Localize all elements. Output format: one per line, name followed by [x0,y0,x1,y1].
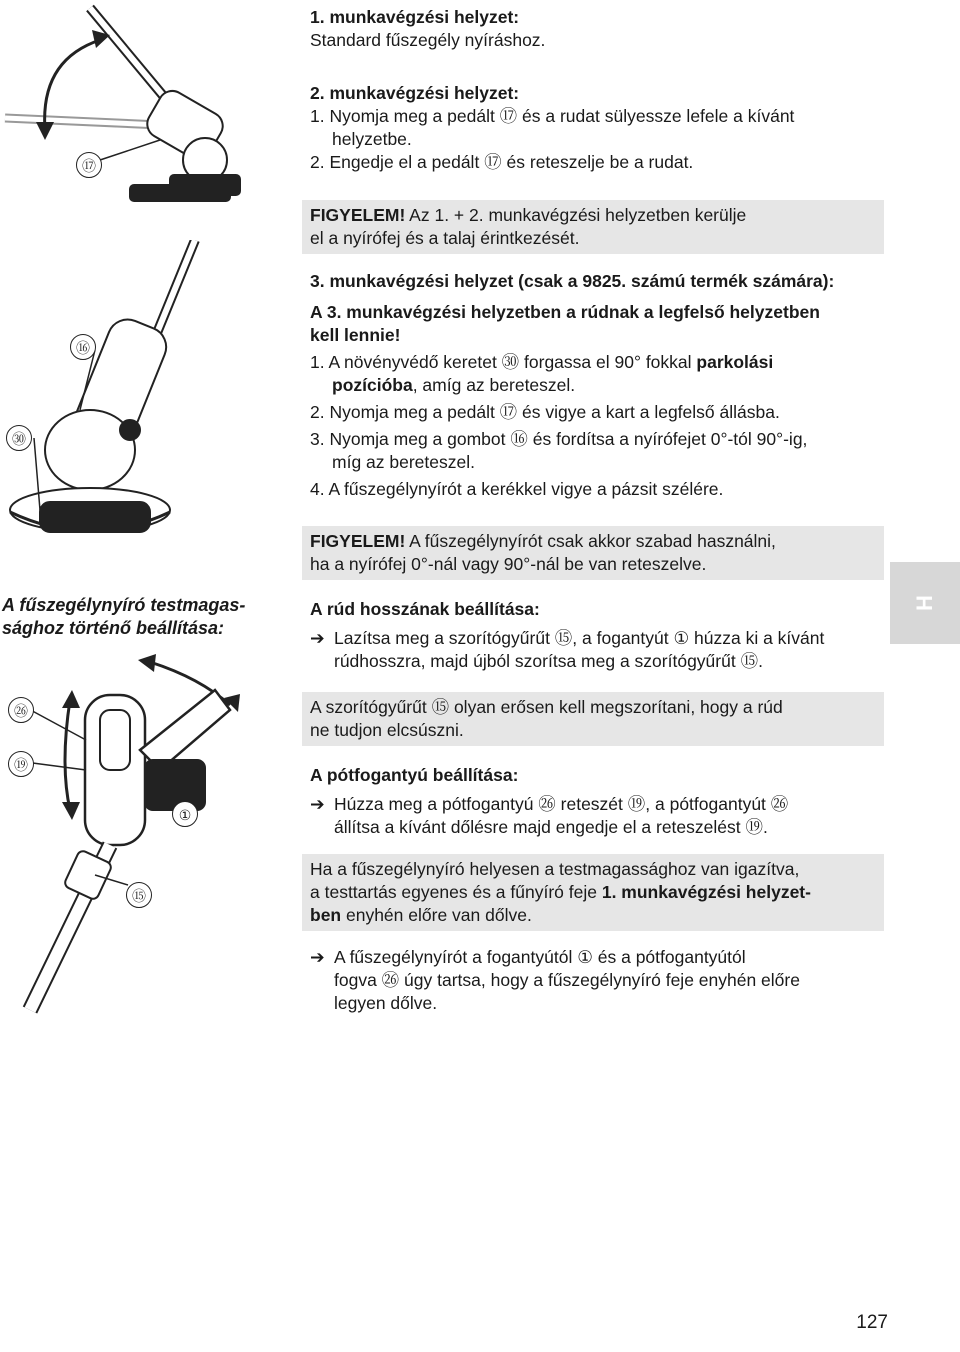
note4-b: a testtartás egyenes és a fűnyíró feje [310,882,602,902]
note-clamp [302,692,884,746]
page-number: 127 [856,1312,888,1333]
text-final [310,946,890,1015]
arrow-icon: ➔ [310,794,325,814]
note1-text-a: Az 1. + 2. munkavégzési helyzetben kerülje [405,205,747,225]
callout-pedal-17: ⑰ [76,152,102,178]
pos3-s1-a: 1. A növényvédő keretet ㉚ forgassa el 90° fokkal [310,352,697,372]
callout-clamp-15: ⑮ [126,882,152,908]
text-rod-length [310,598,890,673]
pos3-title: 3. munkavégzési helyzet (csak a 9825. számú termék számára): [310,271,835,291]
note3-a: A szorítógyűrűt ⑮ olyan erősen kell megszorítani, hogy a rúd [310,697,783,717]
arrow-icon: ➔ [310,947,325,967]
aux-title: A pótfogantyú beállítása: [310,765,519,785]
pos1-title: 1. munkavégzési helyzet: [310,7,520,27]
figure-trimmer-position-1 [0,0,290,230]
pos3-sub-b: kell lennie! [310,325,401,345]
pos3-sub-a: A 3. munkavégzési helyzetben a rúdnak a legfelső helyzetben [310,302,820,322]
language-tab-label: H [912,595,937,611]
aux-step-b: állítsa a kívánt dőlésre majd engedje el a reteszelést ⑲. [334,817,768,837]
figure-trimmer-position-3 [0,240,300,570]
text-pos1 [310,6,890,52]
pos3-s4: 4. A fűszegélynyírót a kerékkel vigye a pázsit szélére. [310,479,724,499]
note2-text-b: ha a nyírófej 0°-nál vagy 90°-nál be van reteszelve. [310,554,707,574]
note4-bold1: 1. munkavégzési helyzet- [601,882,811,902]
callout-guard-30: ㉚ [6,425,32,451]
note-warning-1 [302,200,884,254]
text-pos3 [310,270,890,501]
note4-c: enyhén előre van dőlve. [341,905,532,925]
rod-step-a: Lazítsa meg a szorítógyűrűt ⑮, a fogantyút ① húzza ki a kívánt [334,628,825,648]
pos2-step1b: helyzetbe. [332,129,412,149]
language-tab [890,562,960,644]
figure-handle-adjustment [0,650,290,1020]
final-a: A fűszegélynyírót a fogantyútól ① és a pótfogantyútól [334,947,746,967]
callout-handle-1: ① [172,801,198,827]
rod-step-b: rúdhosszra, majd újból szorítsa meg a szorítógyűrűt ⑮. [334,651,763,671]
pos3-s1-bold2: pozícióba [332,375,413,395]
pos3-s3-a: 3. Nyomja meg a gombot ⑯ és fordítsa a nyírófejet 0°-tól 90°-ig, [310,429,808,449]
final-b: fogva ㉖ úgy tartsa, hogy a fűszegélynyíró feje enyhén előre [334,970,800,990]
pos3-s3-b: míg az bereteszel. [332,452,475,472]
note4-bold2: ben [310,905,342,925]
note1-bold: FIGYELEM! [310,205,406,225]
pos3-s1-bold: parkolási [696,352,774,372]
side-heading: A fűszegélynyíró testmagassághoz történő beállítása: [2,595,246,638]
note-warning-2 [302,526,884,580]
pos2-step2: 2. Engedje el a pedált ⑰ és reteszelje be a rudat. [310,152,694,172]
callout-aux-handle-26: ㉖ [8,697,34,723]
text-pos2 [310,82,890,174]
note-posture [302,854,884,931]
pos2-step1a: 1. Nyomja meg a pedált ⑰ és a rudat sülyessze lefele a kívánt [310,106,795,126]
note2-bold: FIGYELEM! [310,531,406,551]
note4-a: Ha a fűszegélynyíró helyesen a testmagassághoz van igazítva, [310,859,800,879]
pos3-s2: 2. Nyomja meg a pedált ⑰ és vigye a kart a legfelső állásba. [310,402,780,422]
pos3-s1-c: , amíg az bereteszel. [412,375,576,395]
pos2-title: 2. munkavégzési helyzet: [310,83,520,103]
note2-text-a: A fűszegélynyírót csak akkor szabad használni, [405,531,776,551]
note3-b: ne tudjon elcsúszni. [310,720,464,740]
pos1-text: Standard fűszegély nyíráshoz. [310,30,546,50]
arrow-icon: ➔ [310,628,325,648]
note1-text-b: el a nyírófej és a talaj érintkezését. [310,228,580,248]
callout-button-16: ⑯ [70,334,96,360]
rod-title: A rúd hosszának beállítása: [310,599,540,619]
text-aux-handle [310,764,890,839]
aux-step-a: Húzza meg a pótfogantyú ㉖ reteszét ⑲, a pótfogantyút ㉖ [334,794,789,814]
final-c: legyen dőlve. [334,993,438,1013]
callout-latch-19: ⑲ [8,751,34,777]
